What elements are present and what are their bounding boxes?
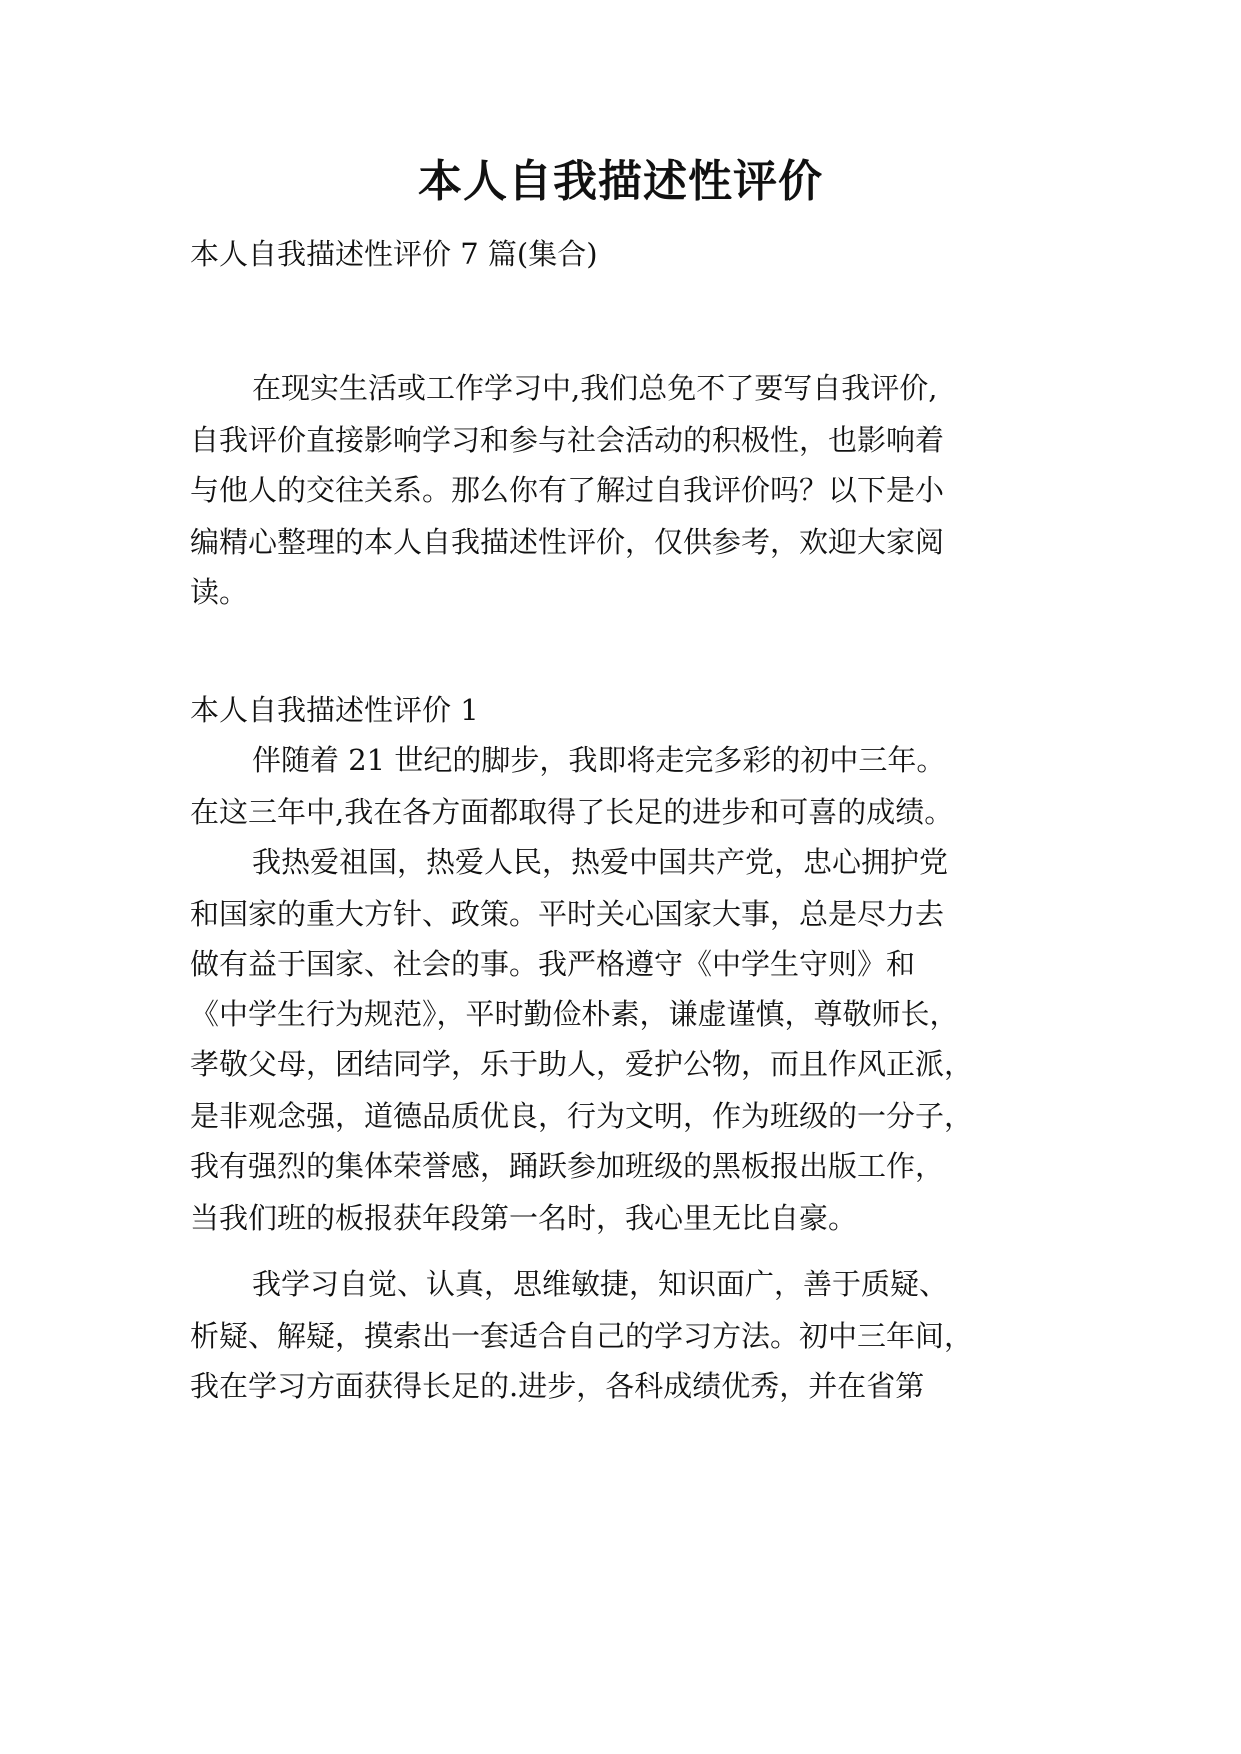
document-title: 本人自我描述性评价: [418, 156, 823, 207]
intro-line: 自我评价直接影响学习和参与社会活动的积极性，也影响着: [190, 423, 945, 457]
paragraph-line: 当我们班的板报获年段第一名时，我心里无比自豪。: [190, 1201, 858, 1235]
intro-line: 编精心整理的本人自我描述性评价，仅供参考，欢迎大家阅: [190, 525, 945, 559]
document-subtitle: 本人自我描述性评价 7 篇(集合): [190, 237, 598, 271]
paragraph-line: 孝敬父母，团结同学，乐于助人，爱护公物，而且作风正派，: [190, 1047, 974, 1081]
intro-line: 与他人的交往关系。那么你有了解过自我评价吗？以下是小: [190, 473, 945, 507]
paragraph-line: 在这三年中,我在各方面都取得了长足的进步和可喜的成绩。: [190, 795, 954, 829]
section-heading: 本人自我描述性评价 1: [190, 693, 479, 727]
paragraph-line: 我热爱祖国，热爱人民，热爱中国共产党，忠心拥护党: [252, 845, 949, 879]
paragraph-line: 我学习自觉、认真，思维敏捷，知识面广，善于质疑、: [252, 1267, 949, 1301]
intro-line: 读。: [190, 575, 249, 609]
paragraph-line: 和国家的重大方针、政策。平时关心国家大事，总是尽力去: [190, 897, 945, 931]
paragraph-line: 我在学习方面获得长足的.进步，各科成绩优秀，并在省第: [190, 1369, 925, 1403]
intro-line: 在现实生活或工作学习中,我们总免不了要写自我评价,: [252, 371, 938, 405]
paragraph-line: 析疑、解疑，摸索出一套适合自己的学习方法。初中三年间，: [190, 1319, 974, 1353]
paragraph-line: 伴随着 21 世纪的脚步，我即将走完多彩的初中三年。: [252, 743, 946, 777]
paragraph-line: 是非观念强，道德品质优良，行为文明，作为班级的一分子，: [190, 1099, 974, 1133]
paragraph-line: 我有强烈的集体荣誉感，踊跃参加班级的黑板报出版工作，: [190, 1149, 945, 1183]
paragraph-line: 《中学生行为规范》，平时勤俭朴素，谦虚谨慎，尊敬师长，: [190, 997, 959, 1031]
paragraph-line: 做有益于国家、社会的事。我严格遵守《中学生守则》和: [190, 947, 916, 981]
